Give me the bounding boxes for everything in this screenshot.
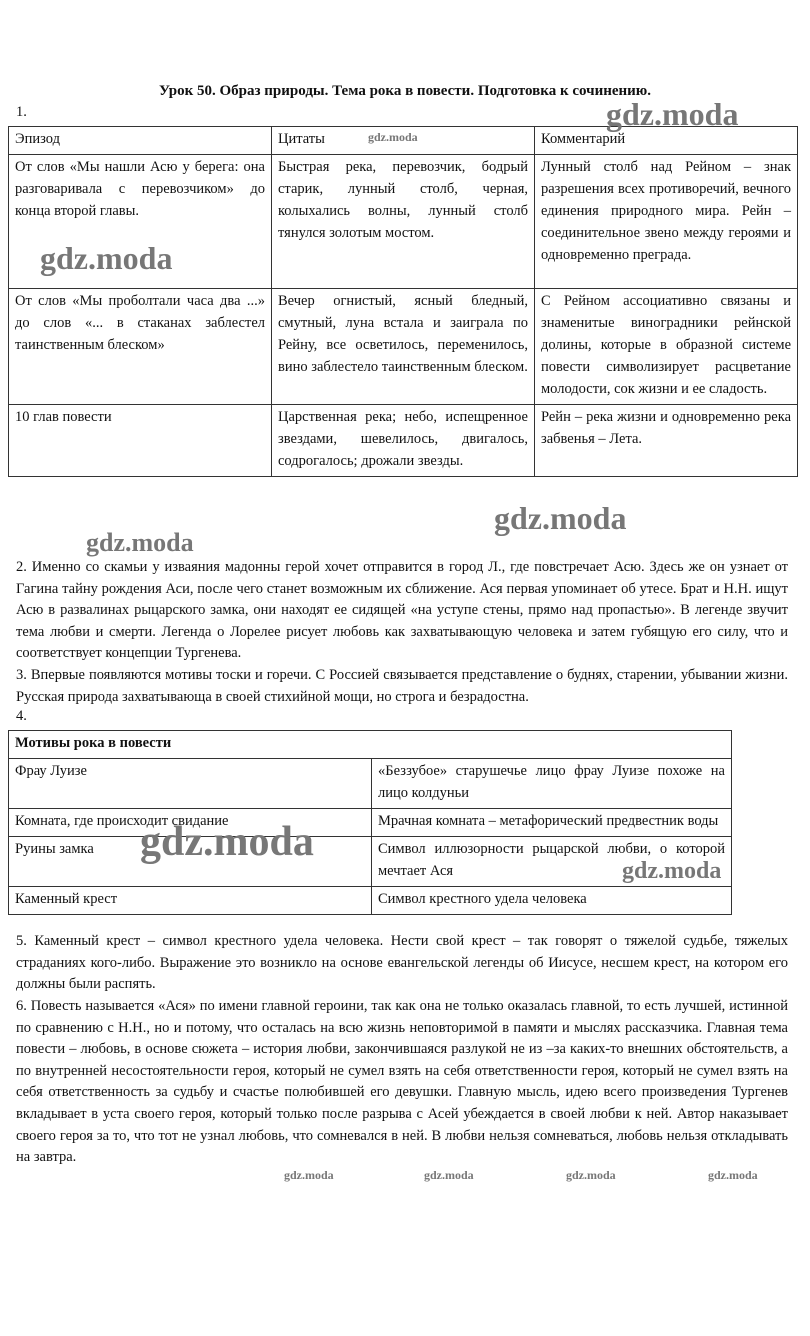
watermark: gdz.moda — [40, 240, 173, 276]
watermark: gdz.moda — [86, 528, 194, 557]
table-cell: Вечер огнистый, ясный бледный, смутный, луна встала и заиграла по Рейну, все осветилось, переменилось, вино заблестело таинственным блеском. — [272, 289, 535, 405]
table-cell: Руины замка — [9, 837, 372, 887]
table-cell: Символ иллюзорности рыцарской любви, о которой мечтает Ася — [372, 837, 732, 887]
table-row — [9, 405, 798, 477]
task-6-paragraph: 6. Повесть называется «Ася» по имени главной героини, так как она не только оказалась главной, то есть лучшей, истинной по сравнению с Н.Н., но и потому, что осталась на всю жизнь неповторимой в памяти и мыслях рассказчика. Главная тема повести – любовь, в основе сюжета – история любви, закончившаяся разлукой не из –за каких-то внешних обстоятельств, а по внутренней несостоятельности героя, который не сумел взять на себя ответственности героя, который не сумел взять на себя ответственность за судьбу и счастье полюбившей его девушки. Главную мысль, идею всего произведения Тургенев вкладывает в уста своего героя, который только после разрыва с Асей убеждается в своей любви к ней. Автор наказывает своего героя за то, что тот не узнал любовь, что сомневался в ней. В любви нельзя сомневаться, любовь нельзя откладывать на завтра. — [16, 998, 788, 1166]
task-2-paragraph: 2. Именно со скамьи у изваяния мадонны герой хочет отправится в город Л., где повстречает Асю. Здесь же он узнает от Гагина тайну рождения Аси, после чего станет возможным их сближение. Ася первая упоминает об утесе. Брат и Н.Н. ищут Асю в развалинах рыцарского замка, они находят ее сидящей «на уступе стены, прямо над пропастью». В легенде звучит тема любви и смерти. Легенда о Лорелее рисует любовь как захватывающую человека и затем губящую его силу, что и соответствует концепции Тургенева. — [16, 559, 788, 662]
fate-motifs-table — [8, 730, 732, 915]
watermark: gdz.moda — [424, 1168, 474, 1182]
table-cell: Рейн – река жизни и одновременно река забвенья – Лета. — [535, 405, 798, 477]
watermark: gdz.moda — [368, 130, 418, 144]
table-cell: Символ крестного удела человека — [372, 887, 732, 915]
table-cell: От слов «Мы нашли Асю у берега: она разговаривала с перевозчиком» до конца второй главы. — [9, 155, 272, 289]
task-5-paragraph: 5. Каменный крест – символ крестного удела человека. Нести свой крест – так говорят о тяжелой судьбе, тяжелых страданиях кого-либо. Выражение это возникло на основе евангельской легенды об Иисусе, несшем крест, на котором его должны были распять. — [16, 933, 788, 993]
table-cell: 10 глав повести — [9, 405, 272, 477]
table-cell: С Рейном ассоциативно связаны и знаменитые виноградники рейнской долины, которые в образной системе повести символизирует расцветание молодости, сок жизни и ее сладость. — [535, 289, 798, 405]
header-cell: Цитаты — [272, 127, 535, 155]
task-3-paragraph: 3. Впервые появляются мотивы тоски и горечи. С Россией связывается представление о буднях, старении, убывании жизни. Русская природа захватывающа в своей стихийной мощи, но строга и безрадостна. — [16, 667, 788, 705]
header-cell: Мотивы рока в повести — [9, 731, 732, 759]
table-cell: Быстрая река, перевозчик, бодрый старик, лунный столб, черная, колыхались волны, лунный столб тянулся золотым мостом. — [272, 155, 535, 289]
table-cell: Каменный крест — [9, 887, 372, 915]
task-1-number: 1. — [16, 104, 27, 120]
watermark: gdz.moda — [140, 819, 314, 865]
watermark: gdz.moda — [494, 500, 627, 536]
watermark: gdz.moda — [606, 96, 739, 132]
header-cell: Эпизод — [9, 127, 272, 155]
page-title: Урок 50. Образ природы. Тема рока в повести. Подготовка к сочинению. — [158, 83, 652, 99]
table-cell: «Беззубое» старушечье лицо фрау Луизе похоже на лицо колдуньи — [372, 759, 732, 809]
table-row — [9, 887, 732, 915]
table-cell: Фрау Луизе — [9, 759, 372, 809]
table-cell: Мрачная комната – метафорический предвестник воды — [372, 809, 732, 837]
episodes-table — [8, 126, 798, 477]
table-row — [9, 759, 732, 809]
watermark: gdz.moda — [622, 858, 722, 884]
watermark: gdz.moda — [566, 1168, 616, 1182]
table-cell: От слов «Мы проболтали часа два ...» до слов «... в стаканах заблестел таинственным блеском» — [9, 289, 272, 405]
table-cell: Комната, где происходит свидание — [9, 809, 372, 837]
table-row — [9, 289, 798, 405]
table-cell: Царственная река; небо, испещренное звездами, шевелилось, двигалось, содрогалось; дрожали звезды. — [272, 405, 535, 477]
watermark: gdz.moda — [284, 1168, 334, 1182]
table-header-row — [9, 731, 732, 759]
header-cell: Комментарий — [535, 127, 798, 155]
table-row — [9, 809, 732, 837]
table-cell: Лунный столб над Рейном – знак разрешения всех противоречий, вечного единения природного мира. Рейн – соединительное звено между героями и одновременно преграда. — [535, 155, 798, 289]
watermark: gdz.moda — [708, 1168, 758, 1182]
task-4-number: 4. — [16, 708, 27, 724]
